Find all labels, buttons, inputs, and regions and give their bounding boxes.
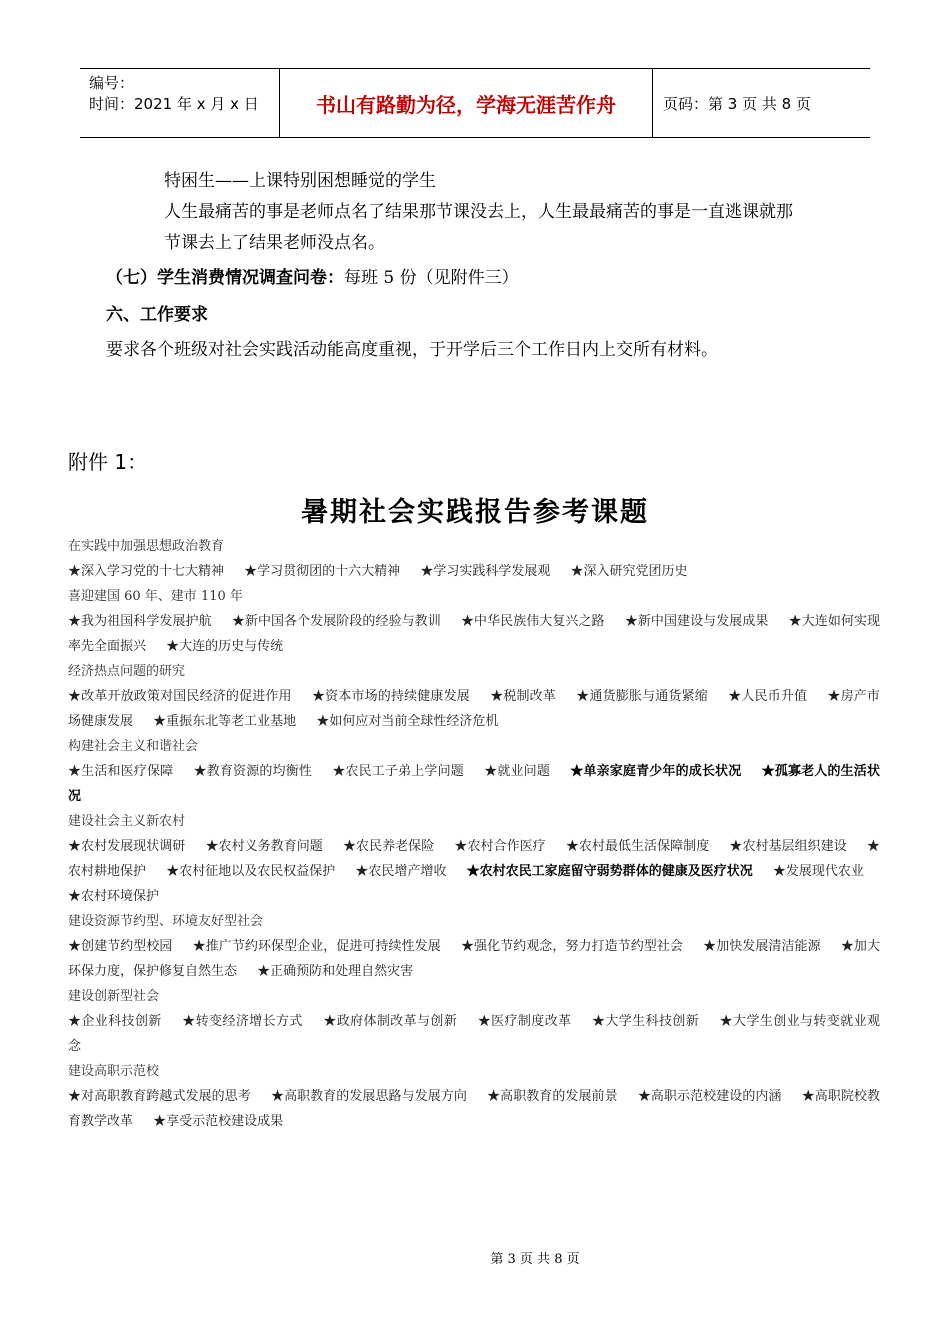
topic-item: ★享受示范校建设成果 bbox=[153, 1114, 284, 1129]
topic-item: ★大连如何实现率先全面振兴 bbox=[68, 614, 880, 654]
attachment-label: 附件 1： bbox=[68, 450, 148, 474]
work-requirement: 要求各个班级对社会实践活动能高度重视，于开学后三个工作日内上交所有材料。 bbox=[106, 340, 718, 360]
topic-item: ★高职教育的发展前景 bbox=[487, 1089, 618, 1104]
topic-item: ★大学生创业与转变就业观念 bbox=[68, 1014, 880, 1054]
topic-item: ★农村基层组织建设 bbox=[729, 839, 847, 854]
topic-item: ★我为祖国科学发展护航 bbox=[68, 614, 212, 629]
topic-item: ★正确预防和处理自然灾害 bbox=[257, 964, 414, 979]
topic-item: ★教育资源的均衡性 bbox=[193, 764, 313, 779]
topic-item: ★大连的历史与传统 bbox=[166, 639, 284, 654]
topic-category: 在实践中加强思想政治教育 bbox=[68, 539, 225, 554]
topic-item: ★农民工子弟上学问题 bbox=[332, 764, 464, 779]
topic-item: ★医疗制度改革 bbox=[477, 1014, 572, 1029]
topic-item: ★高职院校教育教学改革 bbox=[68, 1089, 880, 1129]
topic-category: 喜迎建国 60 年、建市 110 年 bbox=[68, 589, 243, 604]
topic-category: 建设社会主义新农村 bbox=[68, 814, 186, 829]
topic-item: ★改革开放政策对国民经济的促进作用 bbox=[68, 689, 292, 704]
header-motto: 书山有路勤为径，学海无涯苦作舟 bbox=[280, 69, 653, 137]
topic-items bbox=[68, 834, 880, 909]
topic-item: ★转变经济增长方式 bbox=[182, 1014, 303, 1029]
topic-item: ★新中国各个发展阶段的经验与教训 bbox=[231, 614, 441, 629]
topic-item: ★农村义务教育问题 bbox=[205, 839, 323, 854]
topic-item: ★加快发展清洁能源 bbox=[703, 939, 821, 954]
topic-item: ★通货膨胀与通货紧缩 bbox=[576, 689, 708, 704]
topic-item: ★政府体制改革与创新 bbox=[323, 1014, 458, 1029]
topic-item: ★推广节约环保型企业，促进可持续性发展 bbox=[192, 939, 441, 954]
topic-item: ★人民币升值 bbox=[728, 689, 808, 704]
topic-items bbox=[68, 934, 880, 984]
topic-item: ★生活和医疗保障 bbox=[68, 764, 174, 779]
topic-item: ★高职教育的发展思路与发展方向 bbox=[271, 1089, 467, 1104]
topic-item: ★农村征地以及农民权益保护 bbox=[166, 864, 336, 879]
topic-item: ★农村环境保护 bbox=[68, 889, 160, 904]
paragraph-sleepy-student: 特困生——上课特别困想睡觉的学生 bbox=[164, 171, 436, 191]
document-date: 时间：2021 年 x 月 x 日 bbox=[89, 95, 259, 113]
main-title: 暑期社会实践报告参考课题 bbox=[301, 497, 649, 528]
topic-item: ★学习实践科学发展观 bbox=[420, 564, 551, 579]
topic-item: ★农村耕地保护 bbox=[68, 839, 880, 879]
topic-item: ★单亲家庭青少年的成长状况 bbox=[570, 764, 742, 779]
topic-item: ★企业科技创新 bbox=[68, 1014, 162, 1029]
topic-category: 建设高职示范校 bbox=[68, 1064, 160, 1079]
topic-items bbox=[68, 1084, 880, 1134]
topic-item: ★深入学习党的十七大精神 bbox=[68, 564, 225, 579]
topic-item: ★资本市场的持续健康发展 bbox=[312, 689, 470, 704]
topic-item: ★学习贯彻团的十六大精神 bbox=[244, 564, 401, 579]
topic-category: 构建社会主义和谐社会 bbox=[68, 739, 199, 754]
topic-item: ★农村发展现状调研 bbox=[68, 839, 186, 854]
topic-item: ★深入研究党团历史 bbox=[570, 564, 688, 579]
topic-category: 经济热点问题的研究 bbox=[68, 664, 186, 679]
section-seven-title: （七）学生消费情况调查问卷： bbox=[106, 268, 344, 288]
topic-item: ★重振东北等老工业基地 bbox=[153, 714, 297, 729]
topic-item: ★农村农民工家庭留守弱势群体的健康及医疗状况 bbox=[466, 864, 753, 879]
page-header bbox=[80, 68, 870, 138]
section-six-title: 六、工作要求 bbox=[106, 305, 208, 325]
body-section bbox=[100, 168, 880, 364]
paragraph-joke-line1: 人生最痛苦的事是老师点名了结果那节课没去上，人生最最痛苦的事是一直逃课就那 bbox=[164, 202, 793, 222]
topic-item: ★就业问题 bbox=[484, 764, 550, 779]
topic-item: ★对高职教育跨越式发展的思考 bbox=[68, 1089, 251, 1104]
topic-category: 建设创新型社会 bbox=[68, 989, 160, 1004]
topic-item: ★创建节约型校园 bbox=[68, 939, 173, 954]
topic-items bbox=[68, 1009, 880, 1059]
topic-item: ★税制改革 bbox=[490, 689, 556, 704]
topic-item: ★大学生科技创新 bbox=[592, 1014, 700, 1029]
topic-item: ★农民养老保险 bbox=[343, 839, 435, 854]
topic-item: ★农民增产增收 bbox=[355, 864, 447, 879]
topic-item: ★发展现代农业 bbox=[772, 864, 864, 879]
topic-item: ★高职示范校建设的内涵 bbox=[637, 1089, 782, 1104]
document-number-label: 编号： bbox=[89, 74, 135, 92]
topic-item: ★中华民族伟大复兴之路 bbox=[460, 614, 605, 629]
topic-item: ★加大环保力度，保护修复自然生态 bbox=[68, 939, 880, 979]
topic-items bbox=[68, 759, 880, 809]
topic-item: ★如何应对当前全球性经济危机 bbox=[316, 714, 499, 729]
topic-item: ★农村最低生活保障制度 bbox=[565, 839, 710, 854]
page-footer: 第 3 页 共 8 页 bbox=[490, 1252, 580, 1267]
topic-items bbox=[68, 684, 880, 734]
topic-item: ★农村合作医疗 bbox=[454, 839, 546, 854]
topic-list bbox=[68, 534, 880, 1134]
topic-item: ★房产市场健康发展 bbox=[68, 689, 880, 729]
header-page-info: 页码：第 3 页 共 8 页 bbox=[663, 94, 811, 113]
topic-items bbox=[68, 559, 880, 584]
section-seven bbox=[106, 265, 880, 292]
topic-items bbox=[68, 609, 880, 659]
topic-item: ★新中国建设与发展成果 bbox=[624, 614, 769, 629]
topic-category: 建设资源节约型、环境友好型社会 bbox=[68, 914, 264, 929]
paragraph-joke-line2: 节课去上了结果老师没点名。 bbox=[164, 233, 385, 253]
section-seven-text: 每班 5 份（见附件三） bbox=[344, 268, 519, 288]
topic-item: ★孤寡老人的生活状况 bbox=[68, 764, 880, 804]
header-meta bbox=[80, 69, 280, 137]
topic-item: ★强化节约观念，努力打造节约型社会 bbox=[460, 939, 683, 954]
